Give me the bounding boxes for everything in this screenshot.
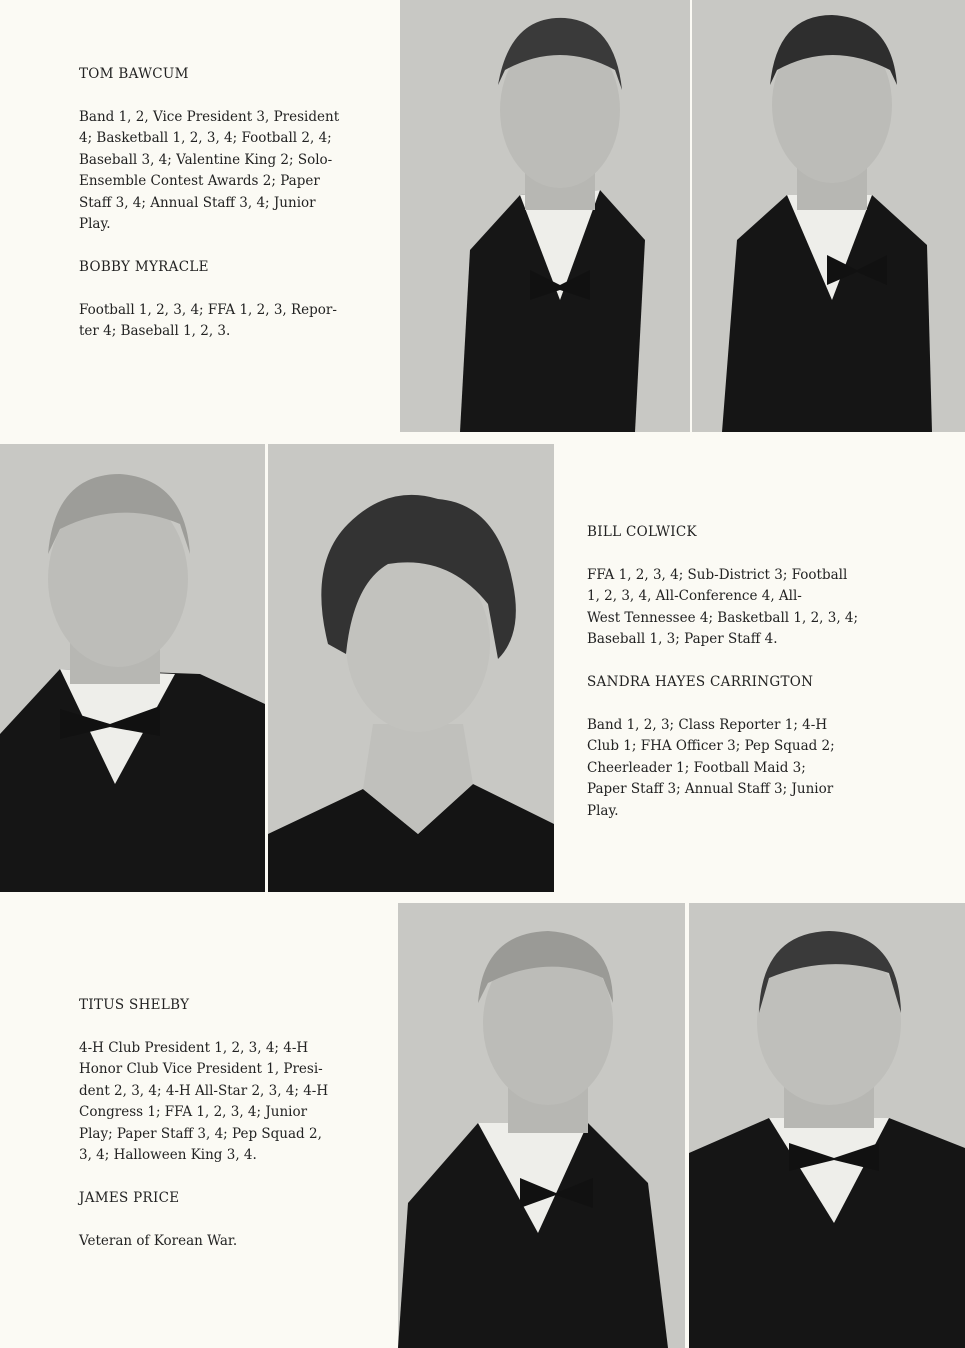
- portrait-bill-colwick: [0, 444, 265, 892]
- student-name: BOBBY MYRACLE: [79, 259, 209, 275]
- student-bio: Football 1, 2, 3, 4; FFA 1, 2, 3, Repor- ter 4; Baseball 1, 2, 3.: [79, 301, 337, 339]
- student-name: SANDRA HAYES CARRINGTON: [587, 674, 814, 690]
- student-entry-bill-colwick: [587, 522, 917, 672]
- portrait-sandra-hayes-carrington: [268, 444, 554, 892]
- student-entry-tom-bawcum: [79, 64, 379, 257]
- student-entry-titus-shelby: [79, 995, 379, 1188]
- portrait-bobby-myracle: [692, 0, 965, 432]
- student-name: BILL COLWICK: [587, 524, 697, 540]
- student-name: TOM BAWCUM: [79, 66, 189, 82]
- student-bio: Veteran of Korean War.: [79, 1232, 238, 1249]
- student-entry-bobby-myracle: [79, 257, 379, 364]
- student-entry-james-price: [79, 1188, 379, 1273]
- portrait-james-price: [689, 903, 965, 1348]
- student-bio: Band 1, 2, 3; Class Reporter 1; 4-H Club 1; FHA Officer 3; Pep Squad 2; Cheerleader 1; Football Maid 3; Paper Staff 3; Annual Staff 3; Junior Play.: [587, 716, 835, 819]
- student-entry-sandra-hayes-carrington: [587, 672, 917, 843]
- student-bio: FFA 1, 2, 3, 4; Sub-District 3; Football 1, 2, 3, 4, All-Conference 4, All- West Tennessee 4; Basketball 1, 2, 3, 4; Baseball 1, 3; Paper Staff 4.: [587, 566, 859, 647]
- student-name: TITUS SHELBY: [79, 997, 190, 1013]
- portrait-titus-shelby: [398, 903, 685, 1348]
- portrait-tom-bawcum: [400, 0, 690, 432]
- student-name: JAMES PRICE: [79, 1190, 180, 1206]
- student-bio: Band 1, 2, Vice President 3, President 4; Basketball 1, 2, 3, 4; Football 2, 4; Baseball 3, 4; Valentine King 2; Solo- Ensemble Contest Awards 2; Paper Staff 3, 4; Annual Staff 3, 4; Junior Play.: [79, 108, 340, 232]
- student-bio: 4-H Club President 1, 2, 3, 4; 4-H Honor Club Vice President 1, Presi- dent 2, 3, 4; 4-H All-Star 2, 3, 4; 4-H Congress 1; FFA 1, 2, 3, 4; Junior Play; Paper Staff 3, 4; Pep Squad 2, 3, 4; Halloween King 3, 4.: [79, 1039, 329, 1163]
